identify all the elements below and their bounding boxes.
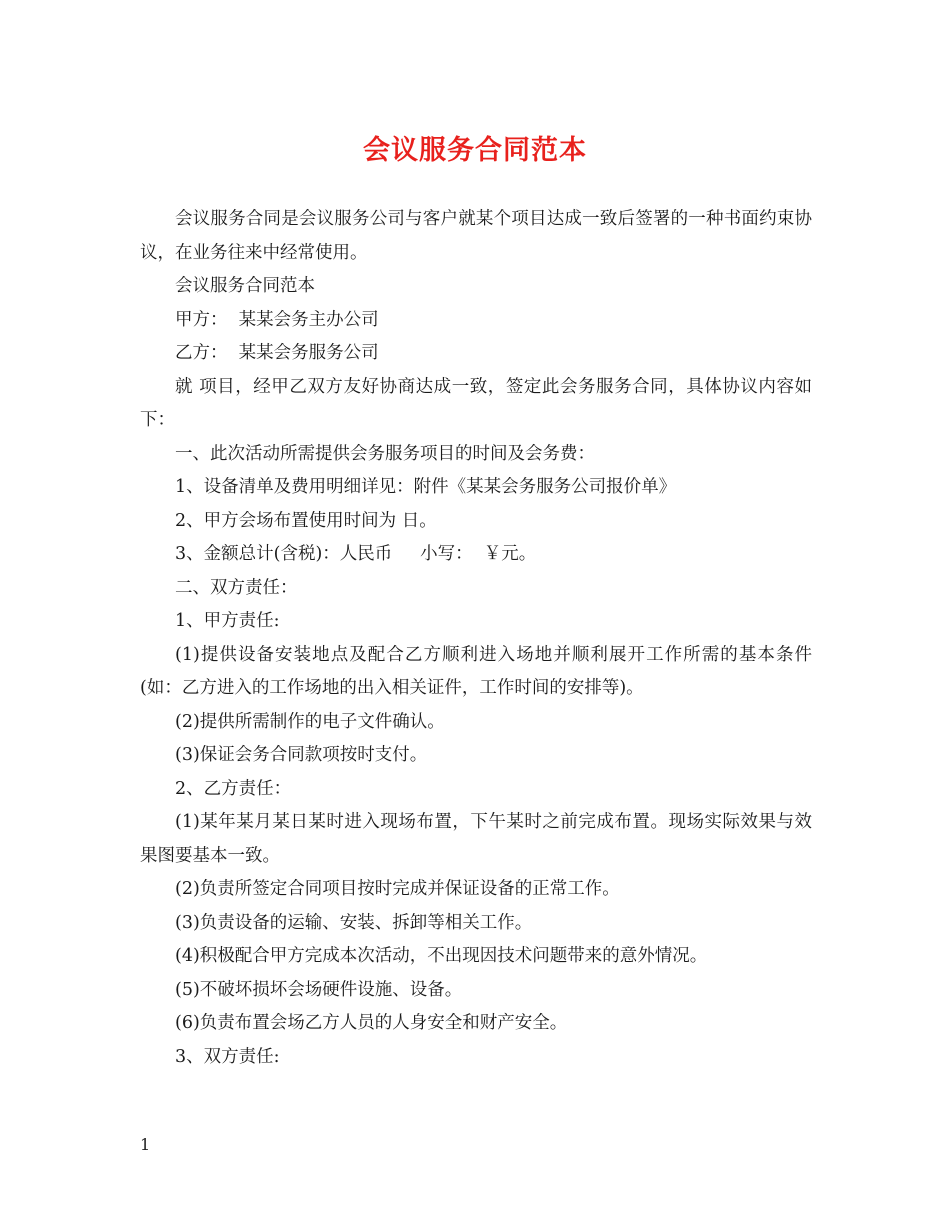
document-title: 会议服务合同范本 [363, 135, 587, 166]
paragraph: 乙方： 某某会务服务公司 [175, 343, 379, 363]
paragraph: (3)负责设备的运输、安装、拆卸等相关工作。 [175, 912, 533, 933]
paragraph: 2、甲方会场布置使用时间为 日。 [175, 510, 437, 531]
paragraph: 1、甲方责任: [175, 611, 280, 631]
paragraph: (5)不破坏损坏会场硬件设施、设备。 [175, 979, 463, 1000]
page-number: 1 [140, 1135, 151, 1154]
paragraph: 一、此次活动所需提供会务服务项目的时间及会务费： [175, 443, 595, 464]
paragraph: (1)提供设备安装地点及配合乙方顺利进入场地并顺利展开工作所需的基本条件(如：乙方进入的工作场地的出入相关证件，工作时间的安排等)。 [140, 644, 812, 698]
document-body [140, 203, 812, 1074]
paragraph: 会议服务合同是会议服务公司与客户就某个项目达成一致后签署的一种书面约束协议，在业务往来中经常使用。 [140, 209, 812, 263]
paragraph: 2、乙方责任： [175, 778, 292, 799]
paragraph: 二、双方责任： [175, 577, 298, 598]
paragraph: (1)某年某月某日某时进入现场布置，下午某时之前完成布置。现场实际效果与效果图要基本一致。 [140, 812, 812, 866]
paragraph: 就 项目，经甲乙双方友好协商达成一致，签定此会务服务合同，具体协议内容如下： [140, 376, 812, 430]
paragraph: (3)保证会务合同款项按时支付。 [175, 745, 428, 765]
paragraph: 甲方： 某某会务主办公司 [175, 309, 379, 330]
paragraph: 3、金额总计(含税)：人民币 小写： ￥元。 [175, 544, 537, 564]
paragraph: (2)提供所需制作的电子文件确认。 [175, 711, 445, 732]
paragraph: (6)负责布置会场乙方人员的人身安全和财产安全。 [175, 1013, 568, 1033]
paragraph: (2)负责所签定合同项目按时完成并保证设备的正常工作。 [175, 879, 620, 899]
paragraph: 会议服务合同范本 [175, 276, 315, 296]
paragraph: 3、双方责任: [175, 1046, 280, 1067]
paragraph: 1、设备清单及费用明细详见：附件《某某会务服务公司报价单》 [175, 477, 677, 497]
paragraph: (4)积极配合甲方完成本次活动，不出现因技术问题带来的意外情况。 [175, 946, 708, 966]
